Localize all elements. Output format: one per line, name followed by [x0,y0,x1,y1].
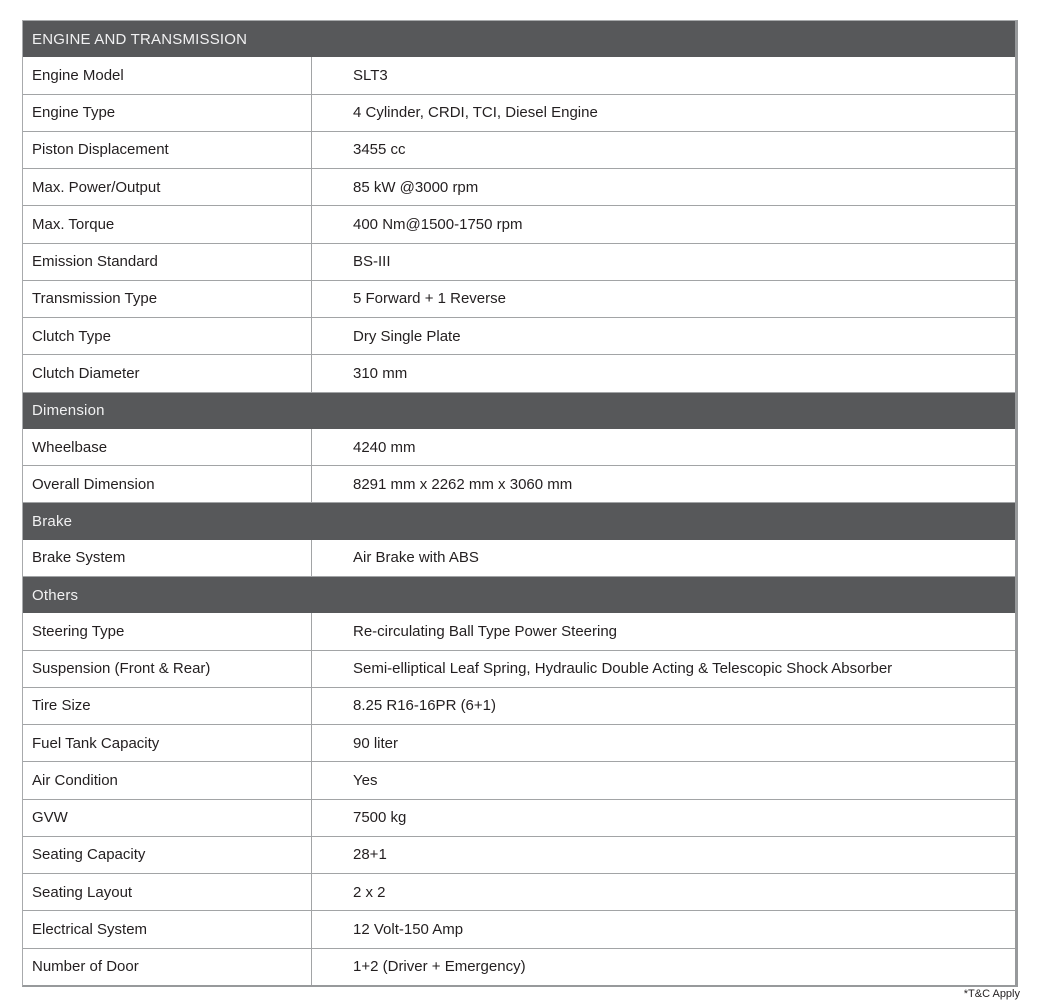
spec-value: 85 kW @3000 rpm [353,178,479,196]
spec-label: GVW [23,800,312,836]
spec-value: 8291 mm x 2262 mm x 3060 mm [353,475,573,493]
spec-value: 3455 cc [353,141,406,159]
table-row [23,429,1015,466]
table-row [23,206,1015,243]
spec-label: Transmission Type [23,281,312,317]
spec-value: 4 Cylinder, CRDI, TCI, Diesel Engine [353,104,598,122]
spec-label: Overall Dimension [23,466,312,502]
spec-value: BS-III [353,253,391,271]
spec-value: 5 Forward + 1 Reverse [353,290,506,308]
spec-value: 90 liter [353,734,399,752]
spec-label: Fuel Tank Capacity [23,725,312,761]
spec-label: Brake System [23,540,312,576]
section-header-brake: Brake [23,503,1015,539]
table-row [23,281,1015,318]
table-row [23,57,1015,94]
spec-value: 1+2 (Driver + Emergency) [353,958,526,976]
table-row [23,911,1015,948]
spec-label: Air Condition [23,762,312,798]
spec-label: Number of Door [23,949,312,985]
section-header-engine-and-transmission: ENGINE AND TRANSMISSION [23,21,1015,57]
spec-label: Clutch Diameter [23,355,312,391]
spec-label: Piston Displacement [23,132,312,168]
spec-label: Steering Type [23,613,312,649]
table-row [23,725,1015,762]
spec-label: Max. Power/Output [23,169,312,205]
table-row [23,837,1015,874]
terms-footnote: *T&C Apply [963,988,1020,1000]
spec-label: Wheelbase [23,429,312,465]
table-row [23,318,1015,355]
table-row [23,244,1015,281]
spec-value: SLT3 [353,66,388,84]
table-row [23,613,1015,650]
spec-label: Max. Torque [23,206,312,242]
spec-label: Emission Standard [23,244,312,280]
spec-value: 310 mm [353,365,408,383]
spec-label: Seating Layout [23,874,312,910]
spec-value: Yes [353,771,378,789]
table-row [23,874,1015,911]
spec-value: Re-circulating Ball Type Power Steering [353,622,618,640]
table-row [23,800,1015,837]
table-row [23,95,1015,132]
spec-value: 4240 mm [353,438,416,456]
spec-label: Clutch Type [23,318,312,354]
table-row [23,132,1015,169]
table-row [23,355,1015,392]
table-row [23,540,1015,577]
spec-value: 400 Nm@1500-1750 rpm [353,215,523,233]
spec-value: Semi-elliptical Leaf Spring, Hydraulic Double Acting & Telescopic Shock Absorber [353,660,893,678]
table-row [23,651,1015,688]
section-header-others: Others [23,577,1015,613]
section-header-dimension: Dimension [23,393,1015,429]
spec-value: 28+1 [353,846,387,864]
table-row [23,949,1015,985]
table-row [23,169,1015,206]
spec-value: 7500 kg [353,809,407,827]
vehicle-spec-table [22,20,1018,987]
table-row [23,762,1015,799]
spec-value: 12 Volt-150 Amp [353,921,464,938]
table-row [23,688,1015,725]
spec-label: Engine Type [23,95,312,131]
spec-value: 8.25 R16-16PR (6+1) [353,697,496,715]
spec-value: Air Brake with ABS [353,549,479,567]
spec-label: Engine Model [23,57,312,93]
spec-value: 2 x 2 [353,883,386,901]
spec-label: Suspension (Front & Rear) [23,651,312,687]
table-row [23,466,1015,503]
spec-value: Dry Single Plate [353,327,461,345]
spec-label: Tire Size [23,688,312,724]
spec-label: Electrical System [23,911,312,947]
spec-label: Seating Capacity [23,837,312,873]
